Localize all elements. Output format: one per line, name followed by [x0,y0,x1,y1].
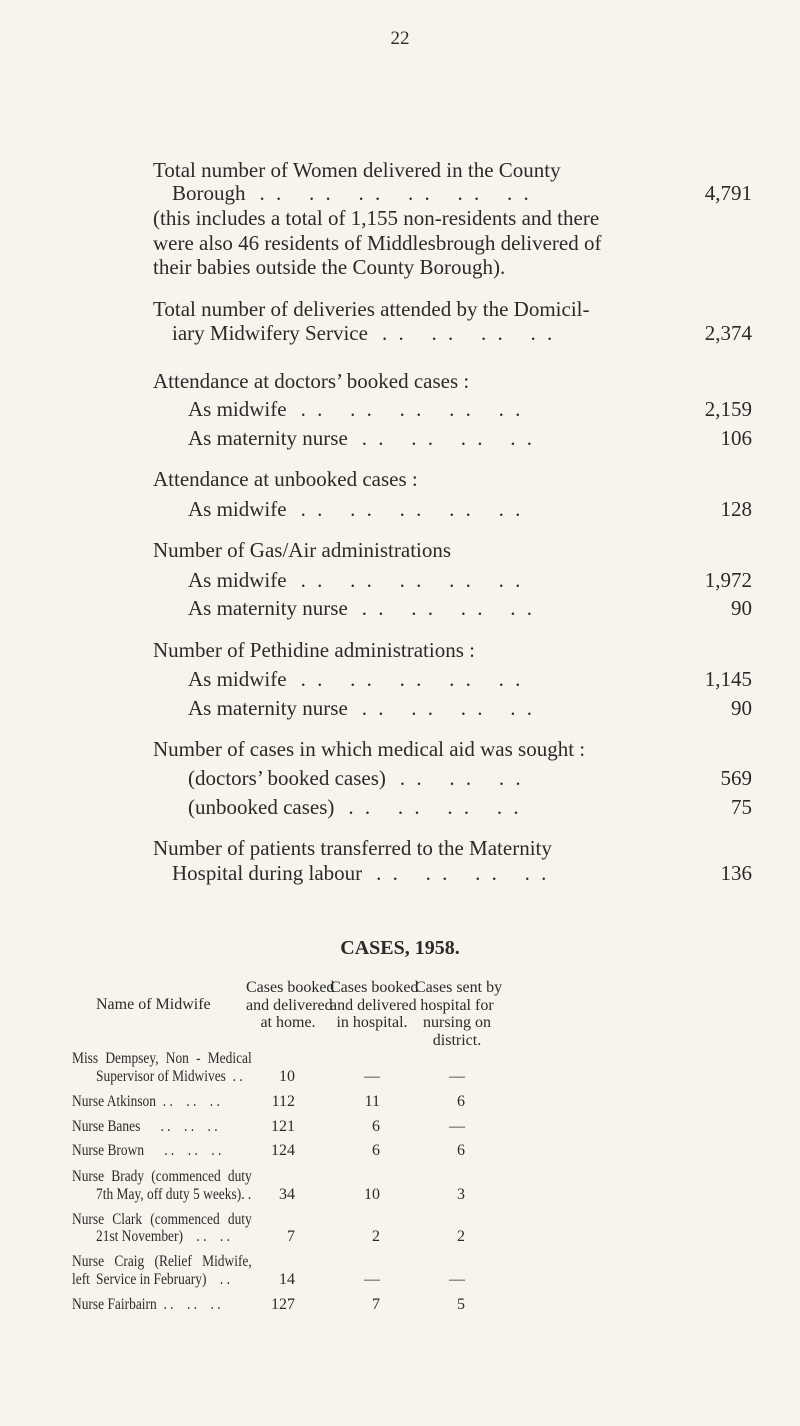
cell-sent: 6 [457,1142,465,1159]
midwife-name: Nurse Banes . . . . . . [72,1118,218,1135]
value: 2,374 [704,321,752,345]
value: 90 [731,696,752,720]
cell-hospital: 7 [372,1296,380,1313]
label: As midwife [188,667,287,691]
cell-home: 112 [271,1093,295,1110]
header-home: and delivered [246,996,333,1014]
stat-row [188,568,752,592]
midwife-name: Nurse Clark (commenced duty [72,1211,252,1228]
label: As midwife [188,397,287,421]
header-home: at home. [260,1014,316,1031]
pethidine-heading: Number of Pethidine administrations : [153,638,475,662]
women-delivered-line1: Total number of Women delivered in the County [153,158,561,182]
cell-sent: — [449,1271,465,1288]
leader: . . . . . . . . . . [300,397,524,421]
label: As maternity nurse [188,596,348,620]
midwife-name-cont: Supervisor of Midwives . . [96,1068,243,1085]
label: Borough [172,181,246,205]
cell-home: 10 [279,1068,295,1085]
leader: . . . . . . . . [361,596,536,620]
stat-row [188,426,752,450]
leader: . . . . . . . . [376,861,550,885]
value: 90 [731,596,752,620]
label: As midwife [188,497,287,521]
cell-home: 7 [287,1228,295,1245]
value: 136 [720,861,752,885]
cell-hospital: — [364,1271,380,1288]
cell-hospital: 10 [364,1186,380,1203]
label: As maternity nurse [188,696,348,720]
leader: . . . . . . . . . . [300,568,524,592]
deliveries-row [172,321,752,345]
header-hospital: Cases booked [330,979,419,996]
header-sent: hospital for [420,996,494,1014]
value: 2,159 [704,397,752,421]
cell-sent: 3 [457,1186,465,1203]
header-name: Name of Midwife [96,996,211,1013]
header-sent: district. [432,1031,482,1049]
cell-hospital: 6 [372,1118,380,1135]
stat-row [188,397,752,421]
cell-hospital: — [364,1068,380,1085]
transferred-row [172,861,752,885]
label: Hospital during labour [172,861,363,885]
stat-row [188,596,752,620]
cell-sent: — [449,1118,465,1135]
stat-row [188,497,752,521]
stat-row [188,696,752,720]
note-line: were also 46 residents of Middlesbrough delivered of [153,231,602,255]
cell-hospital: 2 [372,1228,380,1245]
header-hospital: in hospital. [336,1014,408,1031]
value: 4,791 [704,181,752,205]
leader: . . . . . . [399,766,524,790]
header-hospital: and delivered [330,996,417,1014]
cell-sent: — [449,1068,465,1085]
women-delivered-row [172,181,752,205]
midwife-name: Nurse Brown . . . . . . [72,1142,222,1159]
leader: . . . . . . . . [348,795,522,819]
doctors-booked-heading: Attendance at doctors’ booked cases : [153,369,470,393]
cell-hospital: 6 [372,1142,380,1159]
stat-row [188,795,752,819]
label: As maternity nurse [188,426,348,450]
midwife-name: Miss Dempsey, Non - Medical [72,1050,252,1067]
midwife-name: Nurse Brady (commenced duty [72,1168,252,1185]
label: (unbooked cases) [188,795,335,819]
midwife-name-cont: 7th May, off duty 5 weeks). . [96,1186,252,1203]
cell-home: 14 [279,1271,295,1288]
unbooked-heading: Attendance at unbooked cases : [153,467,418,491]
midwife-name: Nurse Craig (Relief Midwife, left [72,1253,252,1288]
cell-sent: 6 [457,1093,465,1110]
cell-sent: 2 [457,1228,465,1245]
cell-home: 127 [271,1296,295,1313]
label: As midwife [188,568,287,592]
note-line: (this includes a total of 1,155 non-residents and there [153,206,600,230]
leader: . . . . . . . . [381,321,556,345]
cell-hospital: 11 [364,1093,380,1110]
label: (doctors’ booked cases) [188,766,386,790]
midwife-name-cont: Service in February) . . [96,1271,230,1288]
leader: . . . . . . . . . . [300,667,524,691]
midwife-name: Nurse Atkinson . . . . . . [72,1093,220,1110]
label: iary Midwifery Service [172,321,368,345]
leader: . . . . . . . . [361,696,536,720]
stat-row [188,766,752,790]
cell-home: 34 [279,1186,295,1203]
header-sent: nursing on [423,1014,491,1031]
leader: . . . . . . . . . . . . [259,181,532,205]
note-line: their babies outside the County Borough). [153,255,506,279]
header-home: Cases booked [246,979,335,996]
midwife-name-cont: 21st November) . . . . [96,1228,231,1245]
medical-aid-heading: Number of cases in which medical aid was sought : [153,737,586,761]
gas-air-heading: Number of Gas/Air administrations [153,538,452,562]
cell-sent: 5 [457,1296,465,1313]
value: 1,972 [704,568,752,592]
leader: . . . . . . . . [361,426,536,450]
header-sent: Cases sent by [415,979,503,996]
deliveries-line1: Total number of deliveries attended by the Domicil- [153,297,590,321]
leader: . . . . . . . . . . [300,497,524,521]
value: 569 [720,766,752,790]
cell-home: 121 [271,1118,295,1135]
value: 75 [731,795,752,819]
value: 1,145 [704,667,752,691]
cell-home: 124 [271,1142,295,1159]
value: 106 [720,426,752,450]
transferred-line1: Number of patients transferred to the Maternity [153,836,552,860]
page-number: 22 [390,28,410,49]
table-title: CASES, 1958. [340,937,460,959]
value: 128 [720,497,752,521]
stat-row [188,667,752,691]
midwife-name: Nurse Fairbairn . . . . . . [72,1296,221,1313]
